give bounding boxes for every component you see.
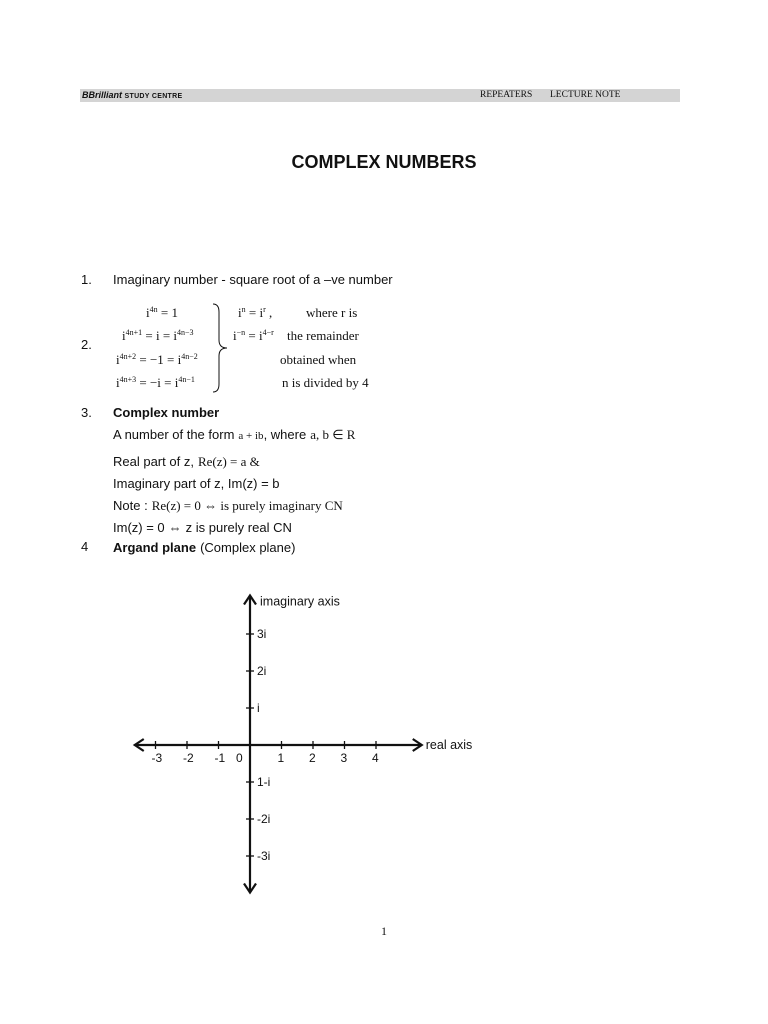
item-3-line-2 bbox=[113, 453, 260, 471]
formula-in-ir: $i^n = i^r$ , bbox=[238, 305, 273, 320]
note-label: Note : bbox=[113, 498, 148, 513]
y-tick-label: 2i bbox=[257, 664, 267, 678]
form-set: a, b ∈ R bbox=[310, 427, 356, 442]
y-tick-label: i bbox=[257, 701, 260, 715]
note-remainder: the remainder bbox=[287, 328, 359, 343]
brand-subtitle: STUDY CENTRE bbox=[124, 93, 183, 100]
axes bbox=[135, 596, 422, 893]
x-axis-label: real axis bbox=[425, 738, 473, 752]
origin-label: 0 bbox=[236, 751, 243, 765]
y-tick-label: 1-i bbox=[257, 775, 271, 789]
y-tick-label: 3i bbox=[257, 627, 267, 641]
im-zero-rest: z is purely real CN bbox=[185, 520, 292, 535]
header-repeaters: REPEATERS bbox=[480, 90, 533, 100]
x-tick-label: 3 bbox=[340, 751, 348, 765]
x-tick-label: -2 bbox=[183, 751, 194, 765]
page-number: 1 bbox=[381, 924, 387, 938]
x-tick-label: -1 bbox=[214, 751, 226, 765]
real-part-math: Re(z) = a & bbox=[197, 454, 260, 469]
item-4-subtitle: (Complex plane) bbox=[200, 540, 296, 555]
brand-logo bbox=[82, 89, 182, 103]
form-expression: a + ib bbox=[238, 430, 264, 442]
item-4-number: 4 bbox=[81, 539, 89, 554]
note-where-r: where r is bbox=[306, 305, 358, 320]
brand-name: BBrilliant bbox=[82, 90, 123, 100]
formula-i-minus-n: $i^{-n} = i^{4-r}$ bbox=[233, 328, 274, 343]
header-lecture-note: LECTURE NOTE bbox=[550, 90, 621, 100]
item-3-line-1 bbox=[113, 426, 355, 444]
im-zero-arrow: ⇔ bbox=[168, 520, 182, 535]
im-zero-label: Im(z) = 0 bbox=[113, 520, 165, 535]
item-1-number: 1. bbox=[81, 272, 92, 287]
x-tick-label: 1 bbox=[277, 751, 285, 765]
item-4-heading: Argand plane bbox=[113, 540, 197, 555]
argand-plane bbox=[100, 580, 520, 900]
item-3-line-5 bbox=[113, 519, 292, 537]
note-divided: n is divided by 4 bbox=[282, 375, 369, 390]
real-part-label: Real part of z, bbox=[113, 454, 194, 469]
item-4-heading-line bbox=[113, 539, 295, 557]
item-2-number: 2. bbox=[81, 337, 92, 352]
curly-brace bbox=[205, 302, 237, 394]
item-3-heading: Complex number bbox=[113, 405, 220, 420]
x-tick-label: -3 bbox=[151, 751, 163, 765]
form-label: A number of the form bbox=[113, 427, 235, 442]
note-obtained: obtained when bbox=[280, 352, 357, 367]
y-axis-label: imaginary axis bbox=[260, 594, 340, 609]
formula-i4n-plus-3: $i^{4n+3} = -i = i^{4n-1}$ bbox=[116, 375, 195, 390]
item-3-line-4 bbox=[113, 497, 343, 515]
page-title: COMPLEX NUMBERS bbox=[291, 152, 477, 172]
item-3-line-3: Imaginary part of z, Im(z) = b bbox=[113, 476, 280, 491]
y-tick-label: -2i bbox=[257, 812, 271, 826]
x-tick-label: 2 bbox=[309, 751, 316, 765]
x-tick-label: 4 bbox=[372, 751, 379, 765]
formula-i4n-plus-2: $i^{4n+2} = -1 = i^{4n-2}$ bbox=[116, 352, 198, 367]
formula-i4n-plus-1: $i^{4n+1} = i = i^{4n-3}$ bbox=[122, 328, 194, 343]
item-1-text: Imaginary number - square root of a –ve number bbox=[113, 272, 393, 287]
form-where: , where bbox=[263, 427, 307, 442]
formula-i4n: $i^{4n} = 1$ bbox=[146, 305, 178, 320]
y-tick-label: -3i bbox=[257, 849, 271, 863]
header-band bbox=[80, 89, 680, 102]
note-math: Re(z) = 0 ⇔ is purely imaginary CN bbox=[151, 498, 343, 513]
item-3-number: 3. bbox=[81, 405, 92, 420]
